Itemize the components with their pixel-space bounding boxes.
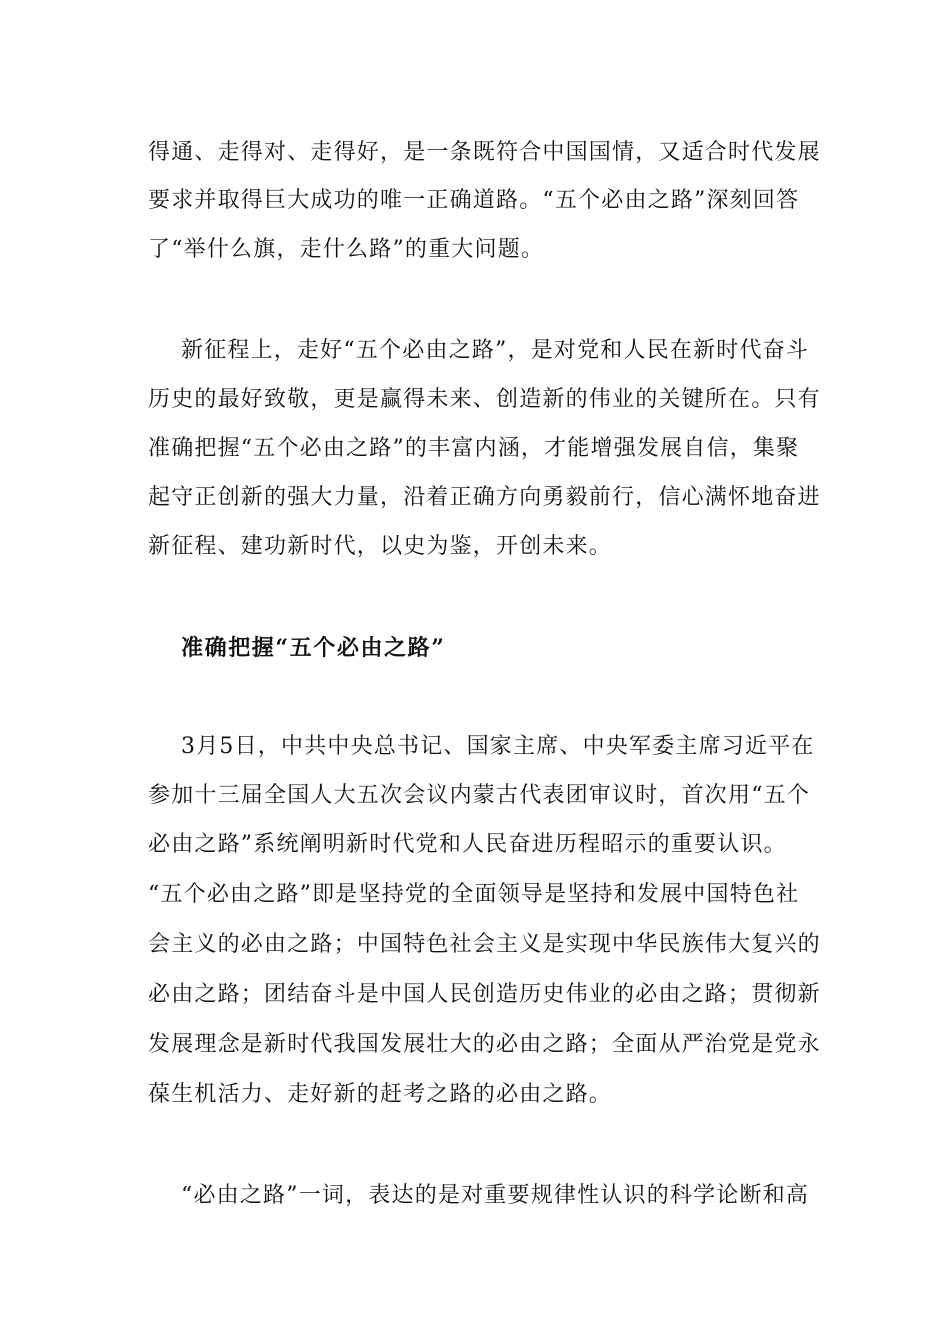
paragraph-line: 发展理念是新时代我国发展壮大的必由之路；全面从严治党是党永 — [148, 1032, 821, 1057]
paragraph-line: 起守正创新的强大力量，沿着正确方向勇毅前行，信心满怀地奋进 — [148, 485, 821, 510]
paragraph-line: 新征程、建功新时代，以史为鉴，开创未来。 — [148, 534, 613, 559]
paragraph-line: 准确把握“五个必由之路”的丰富内涵，才能增强发展自信，集聚 — [148, 436, 800, 461]
paragraph-line: 参加十三届全国人大五次会议内蒙古代表团审议时，首次用“五个 — [148, 783, 811, 808]
section-heading: 准确把握“五个必由之路” — [181, 635, 446, 661]
paragraph-line: 要求并取得巨大成功的唯一正确道路。“五个必由之路”深刻回答 — [148, 188, 800, 213]
paragraph-line: 3月5日，中共中央总书记、国家主席、中央军委主席习近平在 — [181, 734, 815, 759]
paragraph-line: 葆生机活力、走好新的赶考之路的必由之路。 — [148, 1082, 613, 1107]
paragraph-line: 会主义的必由之路；中国特色社会主义是实现中华民族伟大复兴的 — [148, 932, 821, 957]
paragraph-line: “五个必由之路”即是坚持党的全面领导是坚持和发展中国特色社 — [148, 882, 800, 907]
paragraph-line: 新征程上，走好“五个必由之路”，是对党和人民在新时代奋斗 — [181, 338, 810, 363]
paragraph-line: 必由之路”系统阐明新时代党和人民奋进历程昭示的重要认识。 — [148, 832, 787, 857]
paragraph-line: 必由之路；团结奋斗是中国人民创造历史伟业的必由之路；贯彻新 — [148, 982, 821, 1007]
paragraph-line: 历史的最好致敬，更是赢得未来、创造新的伟业的关键所在。只有 — [148, 387, 821, 412]
paragraph-line: “必由之路”一词，表达的是对重要规律性认识的科学论断和高 — [181, 1183, 810, 1208]
paragraph-line: 了“举什么旗，走什么路”的重大问题。 — [148, 237, 545, 262]
paragraph-line: 得通、走得对、走得好，是一条既符合中国国情，又适合时代发展 — [148, 140, 821, 165]
